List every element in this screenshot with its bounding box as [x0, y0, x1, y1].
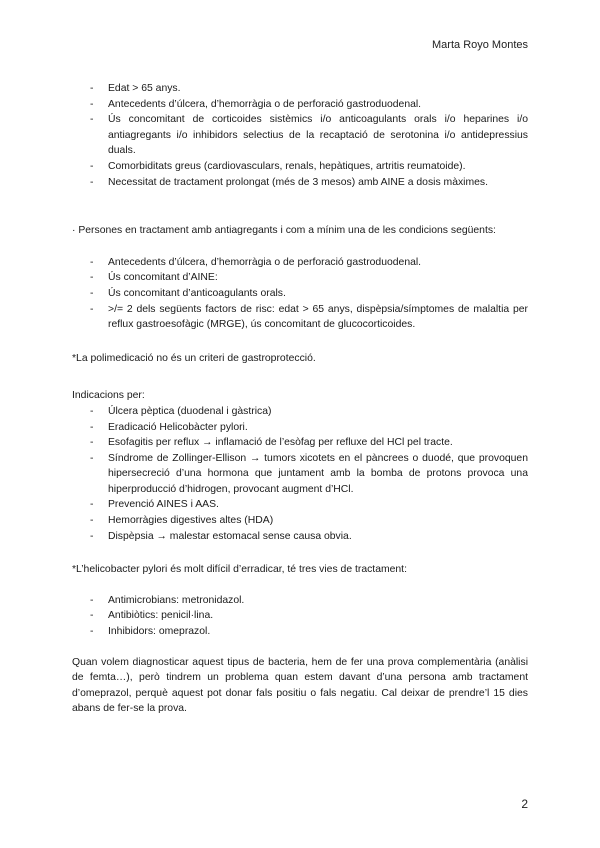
list-item: - Comorbiditats greus (cardiovasculars, renals, hepàtiques, artritis reumatoide).	[72, 159, 528, 175]
list-item: - Esofagitis per reflux → inflamació de l’esòfag per refluxe del HCl pel tracte.	[72, 435, 528, 451]
list-item: - Ús concomitant de corticoides sistèmics i/o anticoagulants orals i/o heparines i/o antiagregants i/o inhibidors selectius de la recaptació de serotonina i/o antidepressius duals.	[72, 112, 528, 159]
indicacions-list	[72, 404, 528, 544]
list-item: - >/= 2 dels següents factors de risc: edat > 65 anys, dispèpsia/símptomes de malaltia per reflux gastroesofàgic (MRGE), ús concomitant de glucocorticoides.	[72, 302, 528, 333]
section-intro: · Persones en tractament amb antiagregants i com a mínim una de les condicions següents:	[72, 225, 496, 237]
list-item: - Úlcera pèptica (duodenal i gàstrica)	[72, 404, 528, 420]
list-item: - Hemorràgies digestives altes (HDA)	[72, 513, 528, 529]
page-content	[72, 81, 528, 717]
header-author: Marta Royo Montes	[432, 39, 528, 51]
list-item: - Inhibidors: omeprazol.	[72, 624, 528, 640]
indicacions-title: Indicacions per:	[72, 390, 145, 402]
list-item: - Antibiòtics: penicil·lina.	[72, 608, 528, 624]
antiagregants-conditions-list	[72, 255, 528, 333]
list-item: - Dispèpsia → malestar estomacal sense causa obvia.	[72, 529, 528, 545]
list-item: - Prevenció AINES i AAS.	[72, 497, 528, 513]
note-polimedicacio: *La polimedicació no és un criteri de gastroprotecció.	[72, 352, 316, 364]
list-item: - Eradicació Helicobàcter pylori.	[72, 420, 528, 436]
note-helicobacter: *L’helicobacter pylori és molt difícil d’erradicar, té tres vies de tractament:	[72, 564, 407, 576]
page-number: 2	[521, 797, 528, 811]
list-item: - Edat > 65 anys.	[72, 81, 528, 97]
risk-factors-list	[72, 81, 528, 190]
final-paragraph: Quan volem diagnosticar aquest tipus de bacteria, hem de fer una prova complementària (anàlisi de femta…), però tindrem un problema quan estem davant d’una persona amb tractament d’omeprazol, perquè aquest pot donar fals positiu o fals negatiu. Cal deixar de prendre’l 15 dies abans de fer-se la prova.	[72, 656, 528, 715]
list-item: - Antimicrobians: metronidazol.	[72, 593, 528, 609]
list-item: - Síndrome de Zollinger-Ellison → tumors xicotets en el pàncrees o duodé, que provoquen hipersecreció d’una hormona que juntament amb la bomba de protons provoca una hiperproducció d’hidrogen, provocant augment d’HCl.	[72, 451, 528, 498]
list-item: - Antecedents d’úlcera, d’hemorràgia o de perforació gastroduodenal.	[72, 97, 528, 113]
list-item: - Ús concomitant d’AINE:	[72, 270, 528, 286]
list-item: - Ús concomitant d’anticoagulants orals.	[72, 286, 528, 302]
list-item: - Antecedents d’úlcera, d’hemorràgia o de perforació gastroduodenal.	[72, 255, 528, 271]
treatment-list	[72, 593, 528, 640]
list-item: - Necessitat de tractament prolongat (més de 3 mesos) amb AINE a dosis màximes.	[72, 175, 528, 191]
